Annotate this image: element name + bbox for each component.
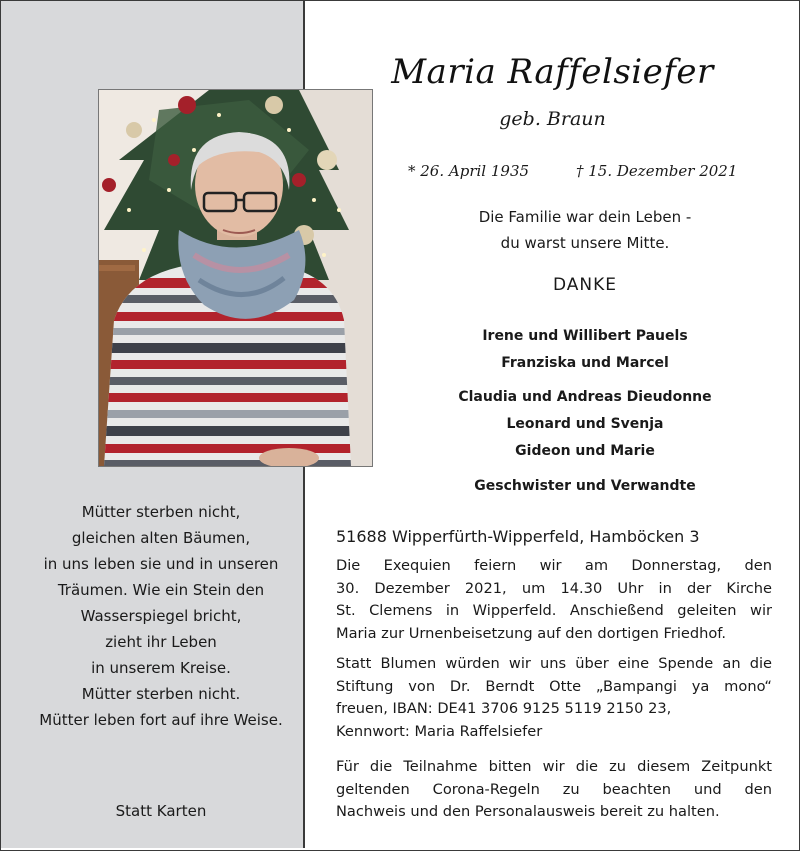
paragraph-line: Kennwort: Maria Raffelsiefer — [336, 722, 543, 740]
poem-line: gleichen alten Bäumen, — [71, 529, 251, 547]
poem-line: zieht ihr Leben — [105, 633, 217, 651]
death-date: † 15. Dezember 2021 — [576, 162, 738, 180]
family-member: Claudia und Andreas Dieudonne — [458, 389, 712, 405]
address: 51688 Wipperfürth-Wipperfeld, Hamböcken 3 — [336, 527, 700, 546]
motto-line: Die Familie war dein Leben - — [478, 208, 692, 226]
paragraph-line: freuen, IBAN: DE41 3706 9125 5119 2150 23, — [336, 700, 672, 717]
paragraph-line: Nachweis und den Personalausweis bereit zu halten. — [336, 803, 720, 820]
corona-paragraph — [336, 756, 772, 824]
statt-karten-note: Statt Karten — [115, 802, 207, 820]
donation-paragraph — [336, 653, 772, 743]
family-member: Gideon und Marie — [515, 443, 655, 459]
poem-line: Träumen. Wie ein Stein den — [57, 581, 265, 599]
deceased-name: Maria Raffelsiefer — [391, 52, 714, 92]
motto-line: du warst unsere Mitte. — [500, 234, 670, 252]
paragraph-line: Maria zur Urnenbeisetzung auf den dortigen Friedhof. — [336, 624, 727, 642]
family-group — [305, 384, 800, 465]
family-member: Franziska und Marcel — [501, 355, 669, 371]
birth-date: * 26. April 1935 — [408, 162, 530, 180]
thanks-heading: DANKE — [552, 275, 618, 295]
paragraph-line: Statt Blumen würden wir uns über eine Spende an die — [336, 655, 772, 672]
funeral-paragraph — [336, 555, 772, 645]
family-group — [305, 473, 800, 500]
poem-line: Mütter sterben nicht, — [81, 503, 241, 521]
family-member: Irene und Willibert Pauels — [482, 328, 688, 344]
poem — [0, 499, 322, 733]
paragraph-line: Stiftung von Dr. Berndt Otte „Bampangi ya mono“ — [336, 677, 772, 695]
poem-line: Wasserspiegel bricht, — [80, 607, 242, 625]
maiden-name: geb. Braun — [499, 108, 606, 130]
paragraph-line: 30. Dezember 2021, um 14.30 Uhr in der Kirche — [336, 579, 772, 597]
poem-line: in uns leben sie und in unseren — [43, 555, 279, 573]
paragraph-line: geltenden Corona-Regeln zu beachten und den — [336, 780, 772, 798]
family-member: Geschwister und Verwandte — [474, 478, 696, 494]
family-group — [305, 323, 800, 377]
poem-line: Mütter leben fort auf ihre Weise. — [39, 711, 283, 729]
paragraph-line: Die Exequien feiern wir am Donnerstag, den — [336, 557, 772, 574]
family-member: Leonard und Svenja — [506, 416, 664, 432]
paragraph-line: St. Clemens in Wipperfeld. Anschießend geleiten wir — [336, 602, 772, 619]
poem-line: Mütter sterben nicht. — [81, 685, 241, 703]
poem-line: in unserem Kreise. — [91, 659, 231, 677]
paragraph-line: Für die Teilnahme bitten wir die zu diesem Zeitpunkt — [336, 758, 772, 775]
